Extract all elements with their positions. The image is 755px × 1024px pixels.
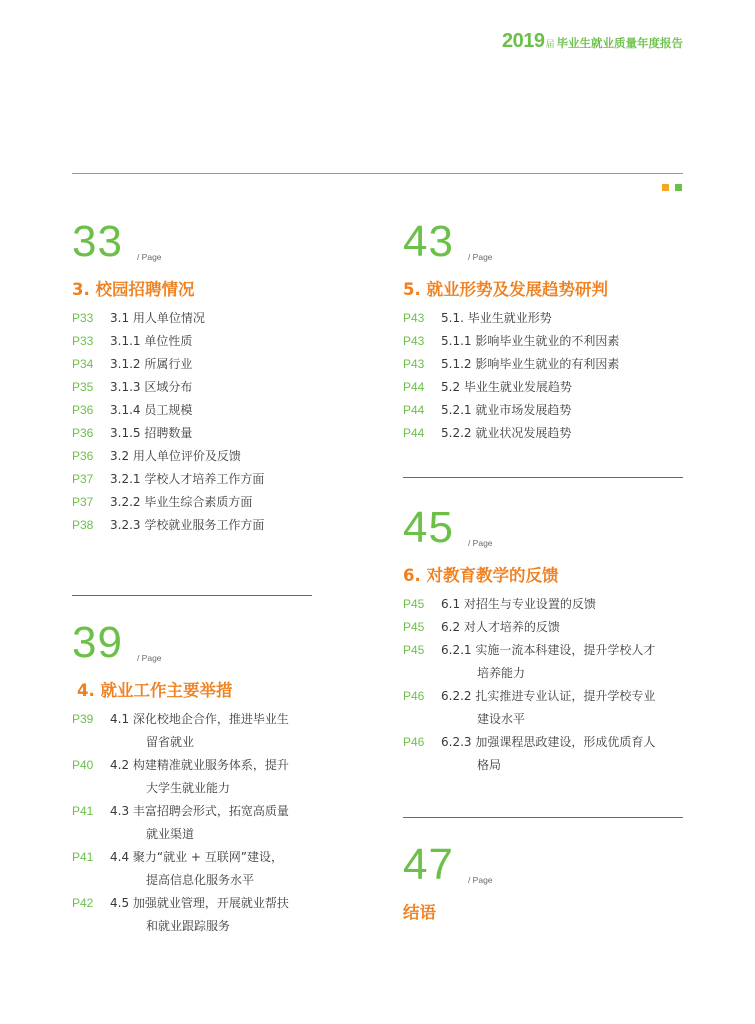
section-title[interactable]: 3. 校园招聘情况 (72, 280, 195, 299)
toc-entry[interactable]: P40 4.2 构建精准就业服务体系，提升 大学生就业能力 (72, 758, 289, 795)
section-page-number: 47 / Page (403, 840, 493, 889)
toc-section-3 (72, 217, 332, 537)
toc-entry[interactable]: P36 3.1.4 员工规模 (72, 403, 193, 417)
section-page-number: 45 / Page (403, 503, 493, 552)
top-divider (72, 173, 683, 174)
section-page-number: 39 / Page (72, 618, 162, 667)
toc-entry[interactable]: P43 5.1. 毕业生就业形势 (403, 311, 552, 325)
section-title[interactable]: 5. 就业形势及发展趋势研判 (403, 280, 608, 299)
toc-entry[interactable]: P39 4.1 深化校地企合作，推进毕业生 留省就业 (72, 712, 289, 749)
toc-entry[interactable]: P45 6.2.1 实施一流本科建设，提升学校人才 培养能力 (403, 643, 656, 680)
section-divider (72, 595, 312, 596)
header-year: 2019 (501, 30, 545, 52)
header-year-suffix: 届 (545, 40, 555, 50)
toc-entry[interactable]: P33 3.1.1 单位性质 (72, 334, 193, 348)
toc-entry[interactable]: P37 3.2.2 毕业生综合素质方面 (72, 495, 253, 509)
toc-entry[interactable]: P43 5.1.1 影响毕业生就业的不利因素 (403, 334, 620, 348)
report-header (502, 30, 683, 53)
header-title: 毕业生就业质量年度报告 (556, 36, 683, 50)
toc-entry[interactable]: P46 6.2.2 扎实推进专业认证，提升学校专业 建设水平 (403, 689, 656, 726)
toc-entry[interactable]: P45 6.2 对人才培养的反馈 (403, 620, 560, 634)
toc-section-4 (72, 618, 322, 938)
section-divider (403, 817, 683, 818)
toc-entry[interactable]: P35 3.1.3 区域分布 (72, 380, 193, 394)
toc-entry[interactable]: P38 3.2.3 学校就业服务工作方面 (72, 518, 265, 532)
toc-entry[interactable]: P44 5.2 毕业生就业发展趋势 (403, 380, 572, 394)
section-title[interactable]: 4. 就业工作主要举措 (77, 681, 233, 700)
toc-entry[interactable]: P41 4.4 聚力“就业 + 互联网”建设， 提高信息化服务水平 (72, 850, 284, 887)
section-divider (403, 477, 683, 478)
toc-entry[interactable]: P44 5.2.1 就业市场发展趋势 (403, 403, 572, 417)
orange-square-icon (662, 184, 669, 191)
toc-entry[interactable]: P36 3.2 用人单位评价及反馈 (72, 449, 241, 463)
toc-entry[interactable]: P41 4.3 丰富招聘会形式，拓宽高质量 就业渠道 (72, 804, 289, 841)
section-title[interactable]: 6. 对教育教学的反馈 (403, 566, 559, 585)
toc-entry[interactable]: P42 4.5 加强就业管理，开展就业帮扶 和就业跟踪服务 (72, 896, 289, 933)
toc-section-conclusion (403, 840, 683, 923)
section-title[interactable]: 结语 (403, 903, 436, 922)
green-square-icon (675, 184, 682, 191)
toc-section-5 (403, 217, 683, 445)
toc-entry[interactable]: P43 5.1.2 影响毕业生就业的有利因素 (403, 357, 620, 371)
toc-section-6 (403, 503, 683, 777)
toc-entry[interactable]: P33 3.1 用人单位情况 (72, 311, 205, 325)
section-page-number: 33 / Page (72, 217, 162, 266)
toc-entry[interactable]: P45 6.1 对招生与专业设置的反馈 (403, 597, 596, 611)
section-page-number: 43 / Page (403, 217, 493, 266)
toc-entry[interactable]: P36 3.1.5 招聘数量 (72, 426, 193, 440)
toc-entry[interactable]: P37 3.2.1 学校人才培养工作方面 (72, 472, 265, 486)
toc-entry[interactable]: P44 5.2.2 就业状况发展趋势 (403, 426, 572, 440)
toc-entry[interactable]: P46 6.2.3 加强课程思政建设，形成优质育人 格局 (403, 735, 656, 772)
toc-entry[interactable]: P34 3.1.2 所属行业 (72, 357, 193, 371)
